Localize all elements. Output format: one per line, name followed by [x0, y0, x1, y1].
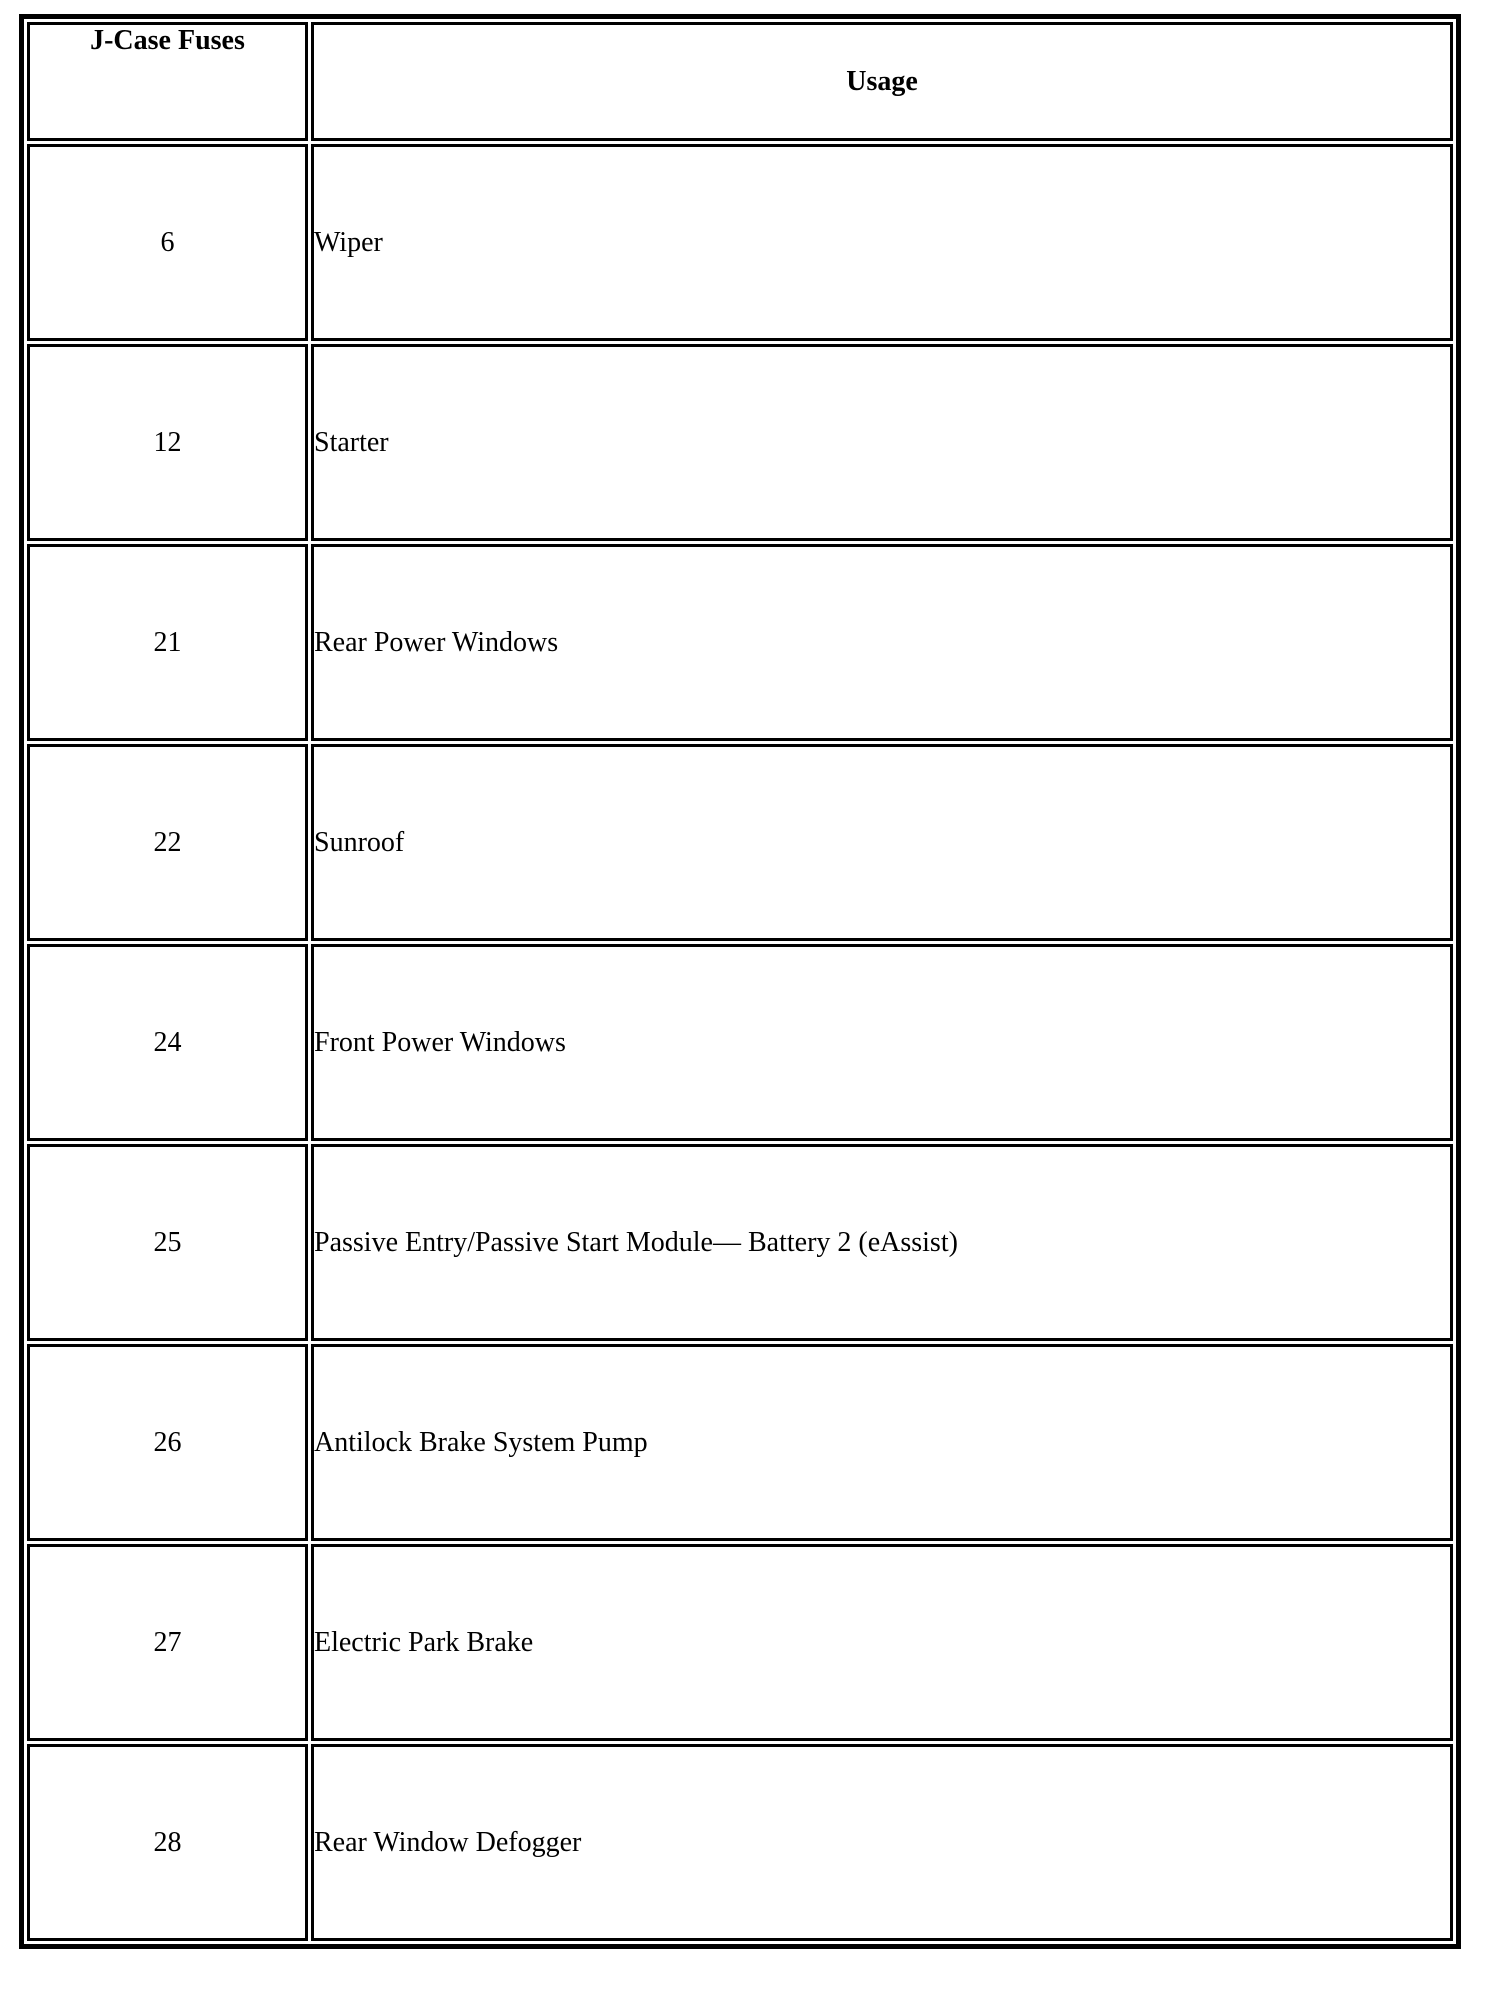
fuse-number: 27	[27, 1544, 308, 1741]
fuse-number: 6	[27, 144, 308, 341]
fuse-usage: Starter	[311, 344, 1453, 541]
table-row	[27, 344, 1453, 541]
fuse-usage: Antilock Brake System Pump	[311, 1344, 1453, 1541]
fuse-number: 26	[27, 1344, 308, 1541]
fuse-usage: Passive Entry/Passive Start Module— Battery 2 (eAssist)	[311, 1144, 1453, 1341]
fuse-number: 21	[27, 544, 308, 741]
fuse-number: 12	[27, 344, 308, 541]
table-row	[27, 744, 1453, 941]
fuse-usage: Electric Park Brake	[311, 1544, 1453, 1741]
fuse-usage: Front Power Windows	[311, 944, 1453, 1141]
table-row	[27, 144, 1453, 341]
fuse-number: 28	[27, 1744, 308, 1941]
fuse-usage: Rear Power Windows	[311, 544, 1453, 741]
table-row	[27, 1544, 1453, 1741]
fuse-number: 25	[27, 1144, 308, 1341]
table-row	[27, 944, 1453, 1141]
fuse-number: 22	[27, 744, 308, 941]
table-row	[27, 544, 1453, 741]
fuse-number: 24	[27, 944, 308, 1141]
table-row	[27, 1744, 1453, 1941]
header-fuse: J-Case Fuses	[27, 22, 308, 141]
fuse-usage: Rear Window Defogger	[311, 1744, 1453, 1941]
header-usage: Usage	[311, 22, 1453, 141]
fuse-usage: Wiper	[311, 144, 1453, 341]
table-row	[27, 1344, 1453, 1541]
table-header-row	[27, 22, 1453, 141]
table-row	[27, 1144, 1453, 1341]
fuse-table-frame	[19, 14, 1461, 1949]
fuse-table	[24, 19, 1456, 1944]
fuse-usage: Sunroof	[311, 744, 1453, 941]
